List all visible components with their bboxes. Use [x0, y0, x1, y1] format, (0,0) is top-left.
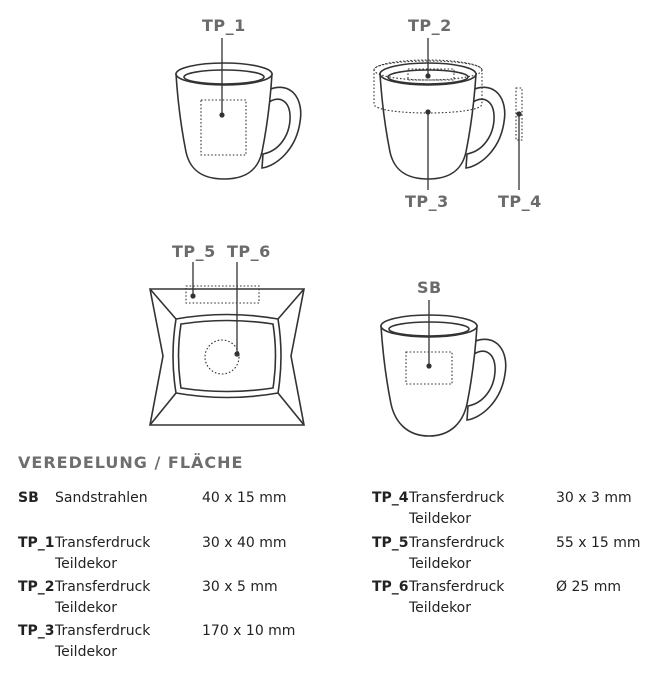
tp6-label: TP_6: [227, 242, 271, 261]
mug-front-view-sb: [381, 278, 506, 436]
spec-description-line2: Teildekor: [55, 644, 117, 660]
sb-label: SB: [417, 278, 442, 297]
spec-code: TP_5: [372, 535, 409, 551]
spec-code: TP_1: [18, 535, 55, 551]
mug-rim-view-tp2-tp3-tp4: [374, 16, 542, 211]
spec-description: Sandstrahlen: [55, 490, 148, 506]
spec-code: TP_4: [372, 490, 409, 506]
spec-row-tp2: [18, 577, 348, 619]
tp1-label: TP_1: [202, 16, 246, 35]
spec-description: Transferdruck: [55, 623, 151, 639]
spec-code: TP_6: [372, 579, 409, 595]
spec-size: 30 x 5 mm: [202, 579, 278, 595]
tp3-label: TP_3: [405, 192, 449, 211]
tp2-label: TP_2: [408, 16, 452, 35]
spec-row-tp5: [372, 533, 642, 575]
spec-size: 30 x 40 mm: [202, 535, 287, 551]
spec-description-line2: Teildekor: [409, 556, 471, 572]
spec-size: Ø 25 mm: [556, 579, 622, 595]
tp4-label: TP_4: [498, 192, 542, 211]
spec-row-tp6: [372, 577, 642, 619]
spec-description-line2: Teildekor: [55, 556, 117, 572]
spec-row-tp1: [18, 533, 348, 575]
spec-row-sb: [18, 488, 348, 509]
spec-size: 40 x 15 mm: [202, 490, 287, 506]
mug-front-view-tp1: [176, 16, 301, 179]
section-heading: VEREDELUNG / FLÄCHE: [18, 453, 244, 472]
spec-description: Transferdruck: [409, 490, 505, 506]
spec-code: SB: [18, 490, 39, 506]
spec-size: 30 x 3 mm: [556, 490, 632, 506]
spec-description: Transferdruck: [55, 535, 151, 551]
spec-code: TP_2: [18, 579, 55, 595]
spec-row-tp4: [372, 488, 642, 530]
spec-description-line2: Teildekor: [409, 600, 471, 616]
spec-row-tp3: [18, 621, 348, 663]
spec-size: 55 x 15 mm: [556, 535, 641, 551]
spec-description: Transferdruck: [409, 579, 505, 595]
spec-code: TP_3: [18, 623, 55, 639]
spec-description: Transferdruck: [55, 579, 151, 595]
square-saucer-top-view-tp5-tp6: [150, 242, 304, 425]
tp5-label: TP_5: [172, 242, 216, 261]
spec-description: Transferdruck: [409, 535, 505, 551]
spec-description-line2: Teildekor: [55, 600, 117, 616]
spec-description-line2: Teildekor: [409, 511, 471, 527]
spec-size: 170 x 10 mm: [202, 623, 296, 639]
